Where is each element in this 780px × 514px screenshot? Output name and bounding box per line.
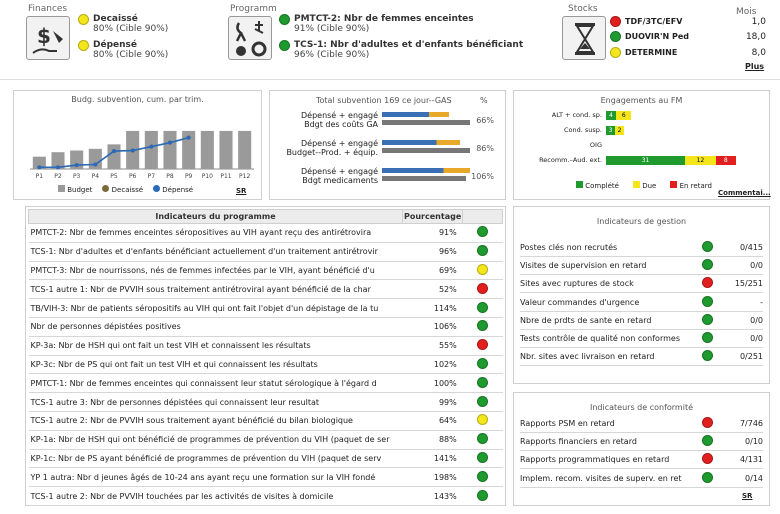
- col-status: [463, 210, 503, 224]
- status-dot: [610, 31, 621, 42]
- indicator-pct: 143%: [403, 487, 463, 506]
- indicator-pct: 114%: [403, 299, 463, 318]
- status-dot: [477, 452, 488, 463]
- subvention-bar-budget: [382, 148, 470, 153]
- status-dot: [702, 296, 713, 307]
- subvention-title: Total subvention 169 ce jour--GAS: [316, 96, 452, 105]
- indicator-status: [463, 393, 503, 412]
- status-dot: [477, 264, 488, 275]
- status-dot: [477, 358, 488, 369]
- indicator-pct: 52%: [403, 280, 463, 299]
- depense-point: [93, 163, 97, 167]
- kpi-label: PMTCT-2: Nbr de femmes enceintes: [294, 14, 474, 24]
- table-row[interactable]: [29, 355, 503, 374]
- status-dot: [702, 277, 713, 288]
- depense-point: [187, 136, 191, 140]
- conformite-row[interactable]: [520, 451, 763, 469]
- status-dot: [477, 226, 488, 237]
- indicator-value: 0/0: [750, 334, 763, 343]
- kpi-detail: 80% (Cible 90%): [93, 50, 169, 60]
- budget-bar: [219, 131, 232, 169]
- x-tick-label: P6: [128, 173, 137, 180]
- money-hand-icon: [27, 17, 71, 61]
- finances-title: Finances: [28, 4, 68, 14]
- indicator-pct: 141%: [403, 449, 463, 468]
- indicator-value: -: [760, 297, 763, 307]
- status-dot: [702, 435, 713, 446]
- col-pourcentage: Pourcentage: [403, 210, 463, 224]
- x-tick-label: P8: [166, 173, 174, 180]
- gestion-row[interactable]: [520, 257, 763, 275]
- table-row[interactable]: [29, 468, 503, 487]
- status-dot: [477, 245, 488, 256]
- indicator-status: [699, 435, 715, 448]
- status-dot: [477, 377, 488, 388]
- indicator-label: Implem. recom. visites de superv. en ret: [520, 473, 682, 483]
- indicator-value: 0/0: [750, 261, 763, 271]
- indicator-label: Nbr. sites avec livraison en retard: [520, 352, 655, 362]
- depense-point: [75, 163, 79, 167]
- indicator-status: [463, 430, 503, 449]
- budget-chart: [14, 105, 261, 197]
- status-dot: [702, 472, 713, 483]
- indicator-label: KP-3a: Nbr de HSH qui ont fait un test VIH et connaissent les résultats: [29, 336, 403, 355]
- subvention-pct: 66%: [476, 116, 494, 125]
- indicator-value: 4/131: [739, 455, 763, 465]
- status-dot: [702, 332, 713, 343]
- indicator-pct: 55%: [403, 336, 463, 355]
- programme-table-panel: [25, 206, 506, 506]
- svg-text:$: $: [37, 24, 51, 48]
- indicator-label: KP-1a: Nbr de HSH qui ont bénéficié de programmes de prévention du VIH (paquet de ser: [29, 430, 403, 449]
- subvention-label-depense: Dépensé + engagé: [300, 139, 378, 148]
- status-dot: [477, 471, 488, 482]
- indicator-status: [463, 261, 503, 280]
- x-tick-label: P4: [91, 173, 100, 180]
- status-dot: [477, 396, 488, 407]
- status-dot: [702, 350, 713, 361]
- subvention-bar-depense: [382, 168, 470, 173]
- indicator-value: 0/14: [745, 473, 763, 483]
- indicator-status: [463, 299, 503, 318]
- conformite-sr-link[interactable]: SR: [742, 492, 753, 500]
- indicator-pct: 69%: [403, 261, 463, 280]
- table-row[interactable]: [29, 449, 503, 468]
- stock-label: DUOVIR'N Ped: [625, 32, 689, 41]
- indicator-label: Valeur commandes d'urgence: [520, 297, 640, 307]
- status-dot: [477, 490, 488, 501]
- stocks-title: Stocks: [568, 4, 598, 14]
- gestion-row[interactable]: [520, 330, 763, 348]
- indicator-status: [699, 296, 715, 309]
- engagements-panel: [513, 90, 770, 200]
- budget-legend: [58, 185, 193, 194]
- legend-complete: Complété: [576, 181, 619, 190]
- stock-label: DETERMINE: [625, 48, 678, 57]
- kpi-detail: 96% (Cible 90%): [294, 50, 370, 60]
- gestion-row[interactable]: [520, 275, 763, 293]
- indicator-status: [463, 280, 503, 299]
- x-tick-label: P5: [110, 173, 118, 180]
- indicator-label: TCS-1 autre 2: Nbr de PVVIH sous traitement ayant bénéficié du bilan biologique: [29, 411, 403, 430]
- indicator-label: TCS-1 autre 1: Nbr de PVVIH sous traitement antirétroviral ayant bénéficié de la char: [29, 280, 403, 299]
- indicator-value: 0/415: [739, 243, 763, 252]
- engagements-legend: [576, 181, 712, 190]
- table-row[interactable]: [29, 430, 503, 449]
- legend-budget: Budget: [58, 185, 92, 194]
- status-dot: [610, 47, 621, 58]
- finances-icon[interactable]: [26, 16, 70, 60]
- subvention-pct-header: %: [480, 96, 488, 105]
- indicator-pct: 64%: [403, 411, 463, 430]
- ribbon-gear-icon: [229, 17, 273, 61]
- indicator-status: [699, 277, 715, 290]
- indicator-label: Rapports financiers en retard: [520, 437, 637, 447]
- indicator-status: [699, 314, 715, 327]
- subvention-label-budget: Budget--Prod. + équip.: [286, 148, 378, 157]
- status-dot: [78, 40, 89, 51]
- kpi-detail: 80% (Cible 90%): [93, 24, 169, 34]
- stock-row-tdf[interactable]: [610, 16, 766, 27]
- subvention-bar-budget: [382, 176, 466, 181]
- gestion-row[interactable]: [520, 312, 763, 330]
- gestion-row[interactable]: [520, 348, 763, 366]
- x-tick-label: P2: [54, 173, 62, 180]
- x-tick-label: P1: [35, 173, 44, 180]
- indicator-status: [699, 350, 715, 363]
- stock-value: 18,0: [745, 31, 766, 42]
- indicator-pct: 102%: [403, 355, 463, 374]
- finances-kpi-depense[interactable]: [78, 40, 168, 60]
- status-dot: [78, 14, 89, 25]
- stock-value: 1,0: [751, 16, 766, 27]
- indicator-label: TCS-1: Nbr d'adultes et d'enfants bénéficiant actuellement d'un traitement antirétrovir: [29, 242, 403, 261]
- indicator-status: [463, 355, 503, 374]
- table-row[interactable]: [29, 299, 503, 318]
- engagement-segment-due: 6: [616, 111, 631, 120]
- indicator-label: PMTCT-1: Nbr de femmes enceintes qui connaissent leur statut sérologique à l'égard d: [29, 374, 403, 393]
- indicator-status: [699, 332, 715, 345]
- status-dot: [477, 414, 488, 425]
- table-row[interactable]: [29, 280, 503, 299]
- status-dot: [610, 16, 621, 27]
- kpi-detail: 91% (Cible 90%): [294, 24, 370, 34]
- indicator-value: 0/10: [745, 437, 763, 447]
- status-dot: [477, 339, 488, 350]
- engagement-label: Recomm.–Aud. ext.: [539, 156, 602, 164]
- table-row[interactable]: [29, 487, 503, 506]
- indicator-pct: 96%: [403, 242, 463, 261]
- indicator-value: 15/251: [734, 279, 763, 289]
- legend-decaisse: Decaissé: [102, 185, 143, 194]
- status-dot: [279, 14, 290, 25]
- mois-label: Mois: [736, 7, 757, 17]
- budget-chart-title: Budg. subvention, cum. par trim.: [71, 95, 204, 104]
- engagement-segment-retard: 8: [716, 156, 736, 165]
- programm-kpi-pmtct2[interactable]: [279, 14, 474, 34]
- status-dot: [702, 417, 713, 428]
- status-dot: [702, 314, 713, 325]
- commentaire-link[interactable]: Commentai...: [718, 189, 771, 197]
- indicator-label: Rapports PSM en retard: [520, 419, 615, 428]
- engagement-label: Cond. susp.: [564, 126, 602, 134]
- budget-bar: [201, 131, 214, 169]
- table-row[interactable]: [29, 411, 503, 430]
- indicator-status: [463, 468, 503, 487]
- table-row[interactable]: [29, 242, 503, 261]
- stocks-plus-link[interactable]: Plus: [745, 62, 765, 71]
- x-tick-label: P3: [72, 173, 81, 180]
- hourglass-icon: [563, 17, 607, 61]
- indicator-label: Nbre de prdts de sante en retard: [520, 315, 652, 325]
- programm-title: Programm: [230, 4, 277, 14]
- subvention-bar-depense: [382, 140, 460, 145]
- table-row[interactable]: [29, 336, 503, 355]
- x-tick-label: P12: [239, 173, 251, 180]
- programme-table: [28, 209, 503, 506]
- conformite-row[interactable]: [520, 415, 763, 433]
- status-dot: [702, 241, 713, 252]
- indicator-label: Tests contrôle de qualité non conformes: [520, 334, 680, 343]
- indicator-pct: 99%: [403, 393, 463, 412]
- subvention-pct: 86%: [476, 144, 494, 153]
- indicator-label: Postes clés non recrutés: [520, 243, 618, 252]
- subvention-bar-depense: [382, 112, 449, 117]
- table-row[interactable]: [29, 224, 503, 243]
- depense-point: [149, 145, 153, 149]
- indicator-label: Visites de supervision en retard: [520, 261, 647, 271]
- budget-bar: [107, 144, 120, 169]
- subvention-pct: 106%: [471, 172, 494, 181]
- engagement-segment-complete: 31: [606, 156, 685, 165]
- indicator-label: YP 1 autra: Nbr d jeunes âgés de 10-24 ans ayant reçu une formation sur la VIH fondé: [29, 468, 403, 487]
- indicator-label: TCS-1 autre 3: Nbr de personnes dépistées qui connaissent leur resultat: [29, 393, 403, 412]
- status-dot: [702, 453, 713, 464]
- status-dot: [279, 40, 290, 51]
- legend-due: Due: [633, 181, 656, 190]
- finances-kpi-decaisse[interactable]: [78, 14, 168, 34]
- gestion-row[interactable]: [520, 294, 763, 312]
- indicator-status: [463, 224, 503, 243]
- status-dot: [477, 320, 488, 331]
- indicator-label: PMTCT-3: Nbr de nourrissons, nés de femmes infectées par le VIH, ayant bénéficié d'u: [29, 261, 403, 280]
- engagement-label: ALT + cond. sp.: [551, 111, 602, 119]
- kpi-label: TCS-1: Nbr d'adultes et d'enfants bénéficiant: [294, 40, 524, 50]
- indicator-pct: 106%: [403, 317, 463, 336]
- status-dot: [477, 433, 488, 444]
- col-indicateurs: Indicateurs du programme: [29, 210, 403, 224]
- indicator-pct: 198%: [403, 468, 463, 487]
- indicator-pct: 91%: [403, 224, 463, 243]
- indicator-status: [463, 449, 503, 468]
- indicator-status: [699, 259, 715, 272]
- status-dot: [477, 283, 488, 294]
- budget-bar: [163, 131, 176, 169]
- indicator-label: Nbr de personnes dépistées positives: [29, 317, 403, 336]
- x-tick-label: P11: [220, 173, 232, 180]
- x-tick-label: P10: [201, 173, 213, 180]
- engagement-label: OIG: [589, 141, 602, 149]
- subvention-label-budget: Bdgt des coûts GA: [304, 120, 378, 129]
- kpi-label: Dépensé: [93, 40, 137, 50]
- legend-depense: Dépensé: [153, 185, 193, 194]
- subvention-label-depense: Dépensé + engagé: [300, 111, 378, 120]
- indicator-status: [699, 417, 715, 430]
- depense-point: [131, 149, 135, 153]
- engagement-segment-complete: 3: [606, 126, 615, 135]
- depense-point: [37, 165, 41, 169]
- depense-point: [168, 141, 172, 145]
- stock-label: TDF/3TC/EFV: [625, 17, 683, 26]
- x-tick-label: P9: [184, 173, 193, 180]
- indicator-status: [463, 411, 503, 430]
- legend-retard: En retard: [670, 181, 712, 190]
- status-dot: [702, 259, 713, 270]
- indicator-status: [463, 336, 503, 355]
- conformite-row[interactable]: [520, 470, 763, 488]
- depense-point: [56, 165, 60, 169]
- engagements-title: Engagements au FM: [600, 96, 683, 105]
- indicator-status: [463, 374, 503, 393]
- kpi-label: Decaissé: [93, 14, 138, 24]
- budget-chart-panel: [13, 90, 262, 200]
- budget-sr-link[interactable]: SR: [236, 187, 247, 195]
- stocks-icon[interactable]: [562, 16, 606, 60]
- indicator-label: KP-3c: Nbr de PS qui ont fait un test VIH et qui connaissent les résultats: [29, 355, 403, 374]
- indicator-status: [699, 241, 715, 254]
- indicator-label: TB/VIH-3: Nbr de patients séropositifs au VIH qui ont fait l'objet d'un dépistage de la tu: [29, 299, 403, 318]
- conformite-row[interactable]: [520, 433, 763, 451]
- conformite-title: Indicateurs de conformité: [590, 403, 693, 412]
- engagement-segment-complete: 4: [606, 111, 616, 120]
- table-row[interactable]: [29, 374, 503, 393]
- indicator-pct: 100%: [403, 374, 463, 393]
- indicator-status: [699, 472, 715, 485]
- indicator-label: KP-1c: Nbr de PS ayant bénéficié de programmes de prévention du VIH (paquet de serv: [29, 449, 403, 468]
- x-tick-label: P7: [147, 173, 156, 180]
- indicator-label: Sites avec ruptures de stock: [520, 279, 634, 289]
- budget-bar: [145, 131, 158, 169]
- subvention-label-budget: Bdgt medicaments: [302, 176, 378, 185]
- indicator-status: [699, 453, 715, 466]
- stock-row-duovir[interactable]: [610, 31, 766, 42]
- depense-point: [112, 149, 116, 153]
- indicator-value: 0/0: [750, 315, 763, 325]
- indicator-pct: 88%: [403, 430, 463, 449]
- indicator-label: PMTCT-2: Nbr de femmes enceintes séropositives au VIH ayant reçu des antirétrovira: [29, 224, 403, 243]
- gestion-row[interactable]: [520, 239, 763, 257]
- gestion-panel: [513, 206, 770, 384]
- status-dot: [477, 302, 488, 313]
- indicator-value: 0/251: [739, 352, 763, 362]
- stock-row-determine[interactable]: [610, 47, 766, 58]
- indicator-status: [463, 242, 503, 261]
- programm-kpi-tcs1[interactable]: [279, 40, 523, 60]
- programm-icon[interactable]: [228, 16, 272, 60]
- budget-bar: [238, 131, 251, 169]
- indicator-status: [463, 487, 503, 506]
- indicator-status: [463, 317, 503, 336]
- subvention-bar-budget: [382, 120, 470, 125]
- subvention-label-depense: Dépensé + engagé: [300, 167, 378, 176]
- indicator-label: TCS-1 autre 2: Nbr de PVVIH touchées par les activités de visites à domicile: [29, 487, 403, 506]
- subvention-panel: [269, 90, 506, 200]
- engagement-segment-due: 2: [615, 126, 624, 135]
- table-row[interactable]: [29, 261, 503, 280]
- table-row[interactable]: [29, 393, 503, 412]
- indicator-label: Rapports programmatiques en retard: [520, 455, 670, 465]
- conformite-panel: [513, 392, 770, 506]
- gestion-title: Indicateurs de gestion: [596, 217, 687, 226]
- engagement-segment-due: 12: [685, 156, 716, 165]
- table-row[interactable]: [29, 317, 503, 336]
- indicator-value: 7/746: [739, 419, 763, 428]
- stock-value: 8,0: [751, 47, 766, 58]
